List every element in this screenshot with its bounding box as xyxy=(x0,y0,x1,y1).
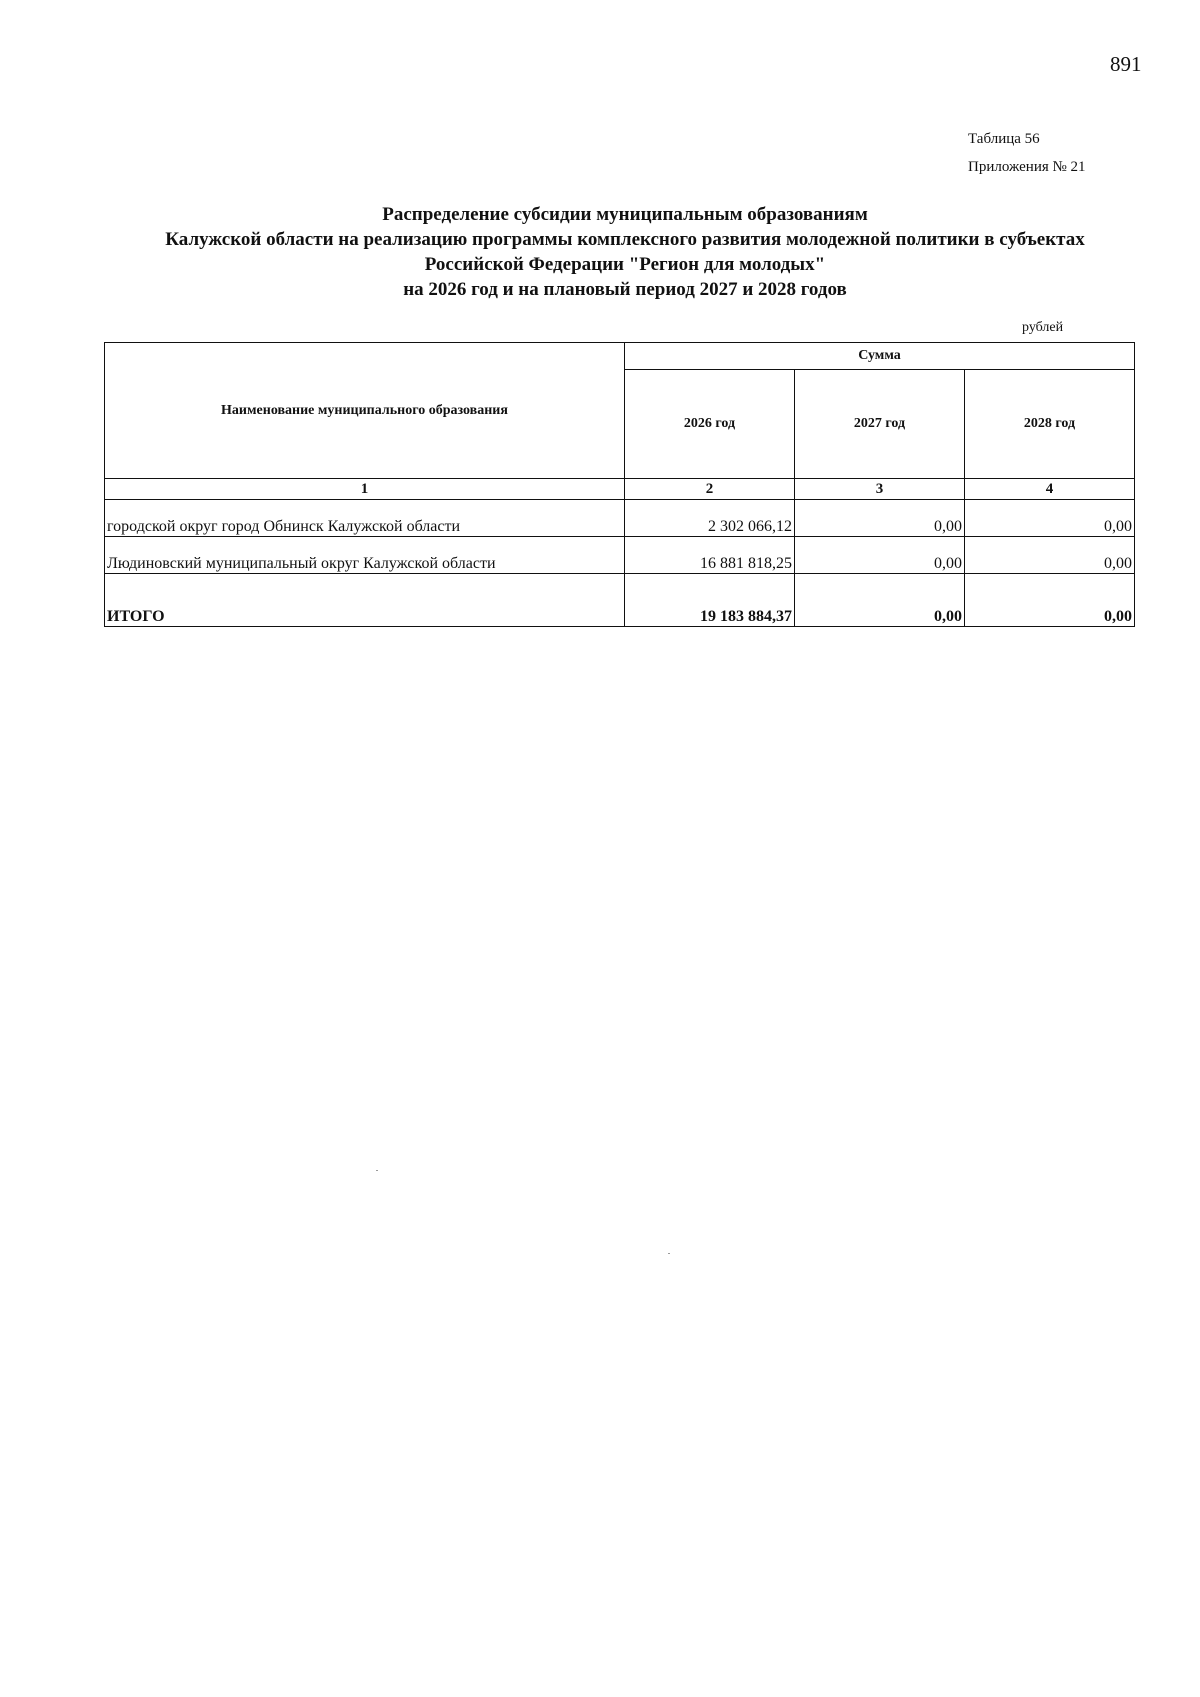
amount-2027: 0,00 xyxy=(795,500,965,537)
amount-2026: 16 881 818,25 xyxy=(625,537,795,574)
table-row xyxy=(105,500,1135,537)
column-number: 2 xyxy=(625,479,795,500)
table-row xyxy=(105,537,1135,574)
column-header-name: Наименование муниципального образования xyxy=(105,343,625,479)
header-row xyxy=(105,343,1135,370)
appendix-number-label: Приложения № 21 xyxy=(968,159,1086,175)
amount-2026: 2 302 066,12 xyxy=(625,500,795,537)
page-number: 891 xyxy=(1110,52,1142,76)
total-2026: 19 183 884,37 xyxy=(625,574,795,627)
units-label: рублей xyxy=(1022,320,1064,335)
scan-speck xyxy=(668,1253,670,1254)
column-header-year-2027: 2027 год xyxy=(795,370,965,479)
column-header-year-2026: 2026 год xyxy=(625,370,795,479)
column-header-sum: Сумма xyxy=(625,343,1135,370)
subsidy-allocation-table xyxy=(104,342,1135,627)
total-2028: 0,00 xyxy=(965,574,1135,627)
total-2027: 0,00 xyxy=(795,574,965,627)
total-row xyxy=(105,574,1135,627)
amount-2027: 0,00 xyxy=(795,537,965,574)
title-line: Калужской области на реализацию программы комплексного развития молодежной политики в субъектах xyxy=(165,229,1085,250)
column-number: 1 xyxy=(105,479,625,500)
column-header-year-2028: 2028 год xyxy=(965,370,1135,479)
table-number-label: Таблица 56 xyxy=(968,131,1040,147)
column-number-row xyxy=(105,479,1135,500)
municipality-name: Людиновский муниципальный округ Калужской области xyxy=(105,537,625,574)
title-line: на 2026 год и на плановый период 2027 и 2028 годов xyxy=(403,279,847,300)
document-title xyxy=(60,202,1190,302)
scan-speck xyxy=(376,1170,378,1171)
appendix-reference xyxy=(968,125,1086,181)
column-number: 4 xyxy=(965,479,1135,500)
municipality-name: городской округ город Обнинск Калужской области xyxy=(105,500,625,537)
title-line: Российской Федерации "Регион для молодых" xyxy=(424,254,826,275)
amount-2028: 0,00 xyxy=(965,537,1135,574)
column-number: 3 xyxy=(795,479,965,500)
amount-2028: 0,00 xyxy=(965,500,1135,537)
total-label: ИТОГО xyxy=(105,574,625,627)
title-line: Распределение субсидии муниципальным образованиям xyxy=(382,204,868,225)
